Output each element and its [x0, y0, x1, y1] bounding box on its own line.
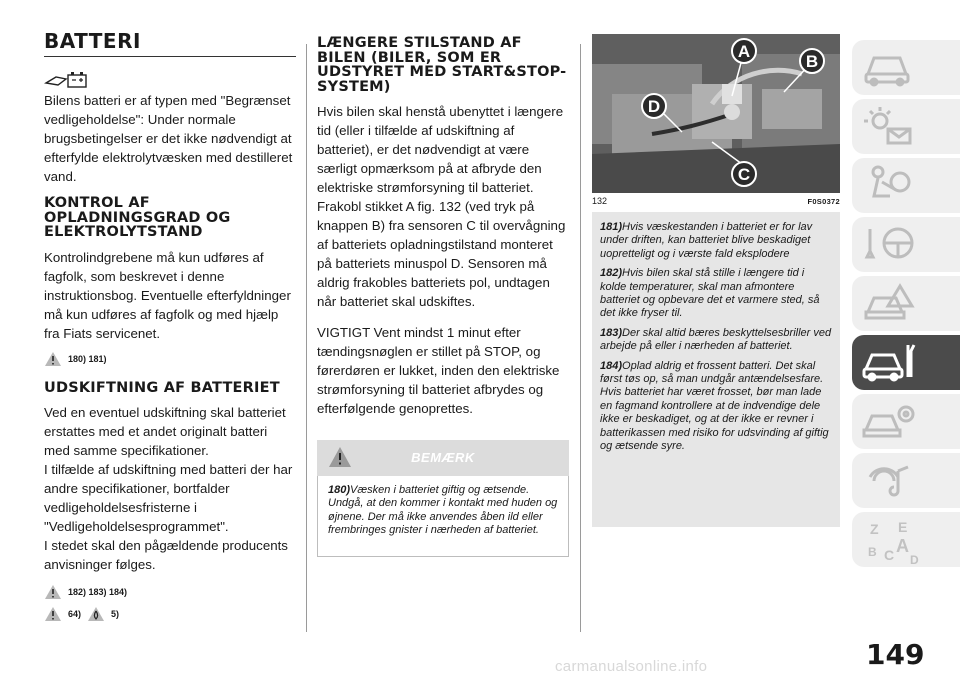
warning-ref-text: 180) 181): [68, 353, 107, 364]
svg-text:C: C: [884, 547, 895, 563]
battery-icon: [44, 69, 296, 91]
warning-number: 184): [600, 359, 623, 372]
callout-b: [800, 49, 824, 73]
svg-text:A: A: [896, 536, 909, 556]
note-ref-text: 64): [68, 609, 82, 619]
warning-triangle-icon: [44, 351, 62, 367]
callout-label: C: [737, 165, 751, 184]
warning-ref-text: 182) 183) 184): [68, 587, 128, 597]
note-box-title: BEMÆRK: [411, 450, 475, 465]
note-item: [328, 484, 558, 538]
left-column: [44, 30, 296, 634]
sidebar-tab-start[interactable]: [852, 217, 960, 272]
sidebar-tab-multimedia[interactable]: [852, 453, 960, 508]
section-heading-storage: LÆNGERE STILSTAND AF BILEN (BILER, SOM ER UDSTYRET MED START&STOP-SYSTEM): [317, 35, 567, 95]
callout-a: [732, 39, 756, 63]
svg-text:D: D: [910, 553, 919, 567]
section-heading-charge: KONTROL AF OPLADNINGSGRAD OG ELEKTROLYTSTAND: [44, 195, 231, 240]
callout-label: A: [737, 42, 751, 61]
warning-text: Hvis bilen skal stå stille i længere tid i kolde temperaturer, skal man afmontere batteriet og opbevare det et varmere sted, så det ikke fryser til.: [600, 267, 820, 320]
note-box-body: [317, 476, 569, 557]
warning-triangle-icon: [327, 445, 353, 474]
multimedia-icon: [860, 457, 920, 503]
callout-c: [732, 162, 756, 186]
column-divider-2: [580, 44, 581, 632]
car-front-icon: [860, 44, 920, 90]
svg-text:B: B: [868, 545, 877, 559]
battery-figure: [592, 34, 840, 193]
warning-text: Oplad aldrig et frossent batteri. Det skal først tøs op, så man undgår antændelsesfare. Hvis batteriet har været frosset, bør man lade en fagmand kontrollere at de indvendige dele ikke er beskadiget, og at der ikke er revner i batterikassen med risiko for udsvinding af giftig og ætsende syre.: [600, 359, 829, 453]
note-box-header: [317, 440, 569, 476]
middle-column: [317, 30, 569, 557]
car-wrench-icon: [860, 339, 920, 385]
svg-text:Z: Z: [870, 521, 879, 537]
sidebar-tab-emergency[interactable]: [852, 276, 960, 331]
warning-triangle-icon: [44, 584, 62, 600]
warning-box: [592, 212, 840, 527]
storage-text-2: Frakobl stikket A fig. 132 (ved tryk på knappen B) fra sensoren C til overvågning af batteriets opladningstilstand monteret på batteriets minuspol D. Sensoren må aldrig frakobles batteriets pol, undtagen når batteriet skal udskiftes.: [317, 199, 566, 309]
warning-item: [600, 267, 832, 321]
env-ref-text: 5): [111, 609, 120, 619]
steering-wheel-key-icon: [860, 221, 920, 267]
section-replace-text-1: Ved en eventuel udskiftning skal batteriet erstattes med et andet originalt batteri med samme specifikationer.: [44, 405, 286, 458]
note-number: 180): [328, 484, 351, 496]
warning-text: Der skal altid bæres beskyttelsesbriller ved arbejde på eller i nærheden af batteriet.: [600, 326, 832, 353]
storage-text-1: Hvis bilen skal henstå ubenyttet i længere tid (eller i tilfælde af udskiftning af batteriet), er det nødvendigt at være særligt opmærksom på at afbryde den elektriske strømforsyning til batteriet.: [317, 104, 564, 195]
callout-label: B: [805, 52, 819, 71]
warning-item: [600, 221, 832, 261]
car-gears-icon: [860, 398, 920, 444]
warning-number: 183): [600, 326, 623, 339]
sidebar-tab-car[interactable]: [852, 40, 960, 95]
page-title: BATTERI: [44, 30, 296, 57]
warning-refs-2: [44, 584, 296, 600]
alphabet-index-icon: [860, 516, 920, 572]
sidebar-tab-dashboard[interactable]: [852, 99, 960, 154]
section-heading-replace: UDSKIFTNING AF BATTERIET: [44, 379, 280, 396]
intro-paragraph: Bilens batteri er af typen med "Begrænset vedligeholdelse": Under normale brugsbetingelser er det ikke nødvendigt at efterfylde elektrolytvæsken med destilleret vand.: [44, 93, 293, 184]
watermark-text: carmanualsonline.info: [555, 658, 708, 675]
sidebar-tab-index[interactable]: [852, 512, 960, 567]
note-refs: [44, 606, 296, 622]
warning-triangle-car-icon: [860, 280, 920, 326]
environment-icon: [87, 606, 105, 622]
sidebar-tab-maintenance[interactable]: [852, 335, 960, 390]
section-replace-text-2: I tilfælde af udskiftning med batteri der har andre specifikationer, bortfalder vedligeholdelsesfristerne i "Vedligeholdelsesprogrammet".: [44, 462, 293, 534]
svg-text:E: E: [898, 519, 908, 535]
figure-code: F0S0372: [807, 197, 840, 206]
figure-number: 132: [592, 196, 608, 206]
sidebar-tab-safety[interactable]: [852, 158, 960, 213]
sidebar-tab-specs[interactable]: [852, 394, 960, 449]
warning-item: [600, 327, 832, 354]
figure-caption: [592, 196, 840, 206]
warning-number: 181): [600, 221, 623, 233]
callout-d: [642, 94, 666, 118]
warning-refs: [44, 351, 296, 367]
page-number: 149: [866, 638, 925, 671]
section-charge-text: Kontrolindgrebene må kun udføres af fagfolk, som beskrevet i denne instruktionsbog. Eventuelle efterfyldninger må kun udføres af fagfolk og med hjælp fra Fiats servicenet.: [44, 249, 291, 341]
warning-item: [600, 360, 832, 454]
column-divider-1: [306, 44, 307, 632]
note-triangle-icon: [44, 606, 62, 622]
callout-label: D: [647, 97, 661, 116]
airbag-safety-icon: [860, 162, 920, 208]
warning-text: Hvis væskestanden i batteriet er for lav under driften, kan batteriet blive beskadiget uopretteligt og i værste fald eksplodere: [600, 221, 813, 260]
note-text: Væsken i batteriet giftig og ætsende. Undgå, at den kommer i kontakt med huden og øjnene. Der må ikke anvendes åben ild eller frembringes gnister i nærheden af batteriet.: [328, 484, 558, 537]
section-replace-text-3: I stedet skal den pågældende producents anvisninger følges.: [44, 538, 288, 572]
dashboard-lights-icon: [860, 103, 920, 149]
warning-number: 182): [600, 267, 623, 280]
storage-important-text: VIGTIGT Vent mindst 1 minut efter tændingsnøglen er stillet på STOP, og førerdøren er lukket, inden den elektriske strømforsyning til batteriet afbrydes og efterfølgende genoprettes.: [317, 325, 560, 416]
